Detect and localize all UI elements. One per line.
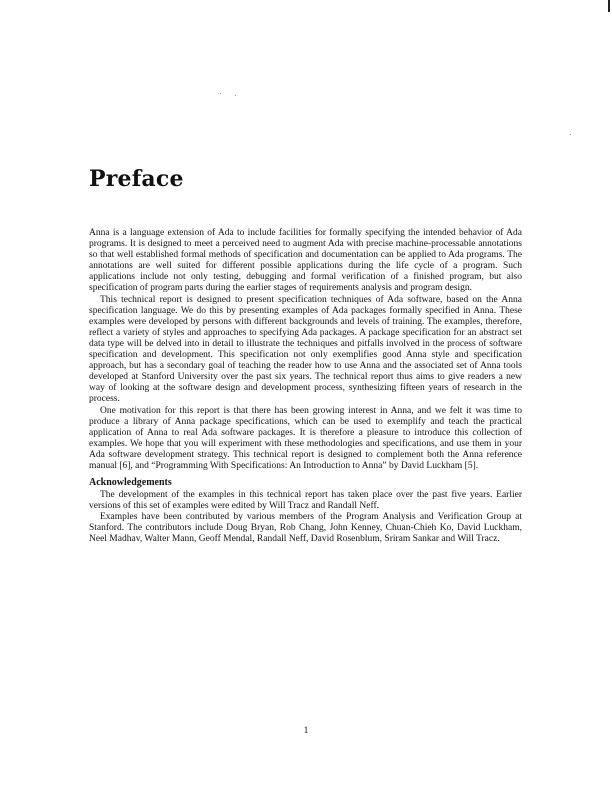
acknowledgements-paragraph: The development of the examples in this technical report has taken place over the past five years. Earlier versions of this set of examples were edited by Will Tracz and Randall Neff. bbox=[89, 490, 522, 512]
scan-speck bbox=[570, 134, 571, 135]
page-number: 1 bbox=[303, 726, 309, 736]
body-paragraph: This technical report is designed to present specification techniques of Ada software, based on the Anna specification language. We do this by presenting examples of Ada packages formally specified in Anna. These examples were developed by persons with different backgrounds and levels of training. The examples, therefore, reflect a variety of styles and approaches to specifying Ada packages. A package specification for an abstract set data type will be delved into in detail to illustrate the techniques and pitfalls involved in the process of software specification and development. This specification not only exemplifies good Anna style and specification approach, but has a secondary goal of teaching the reader how to use Anna and the associated set of Anna tools developed at Stanford University over the past six years. The technical report thus aims to give readers a new way of looking at the software design and development process, synthesizing fifteen years of research in the process. bbox=[89, 294, 522, 405]
scan-speck bbox=[235, 95, 236, 96]
page-edge-mark bbox=[608, 0, 610, 12]
document-body bbox=[89, 228, 522, 546]
acknowledgements-paragraph: Examples have been contributed by various members of the Program Analysis and Verification Group at Stanford. The contributors include Doug Bryan, Rob Chang, John Kenney, Chuan-Chieh Ko, David Luckham, Neel Madhav, Walter Mann, Geoff Mendal, Randall Neff, David Rosenblum, Sriram Sankar and Will Tracz. bbox=[89, 512, 522, 545]
scan-speck bbox=[220, 93, 221, 94]
body-paragraph: Anna is a language extension of Ada to include facilities for formally specifying the intended behavior of Ada programs. It is designed to meet a perceived need to augment Ada with precise machine-processable annotations so that well established formal methods of specification and documentation can be applied to Ada programs. The annotations are well suited for different possible applications during the life cycle of a program. Such applications include not only testing, debugging and formal verification of a finished program, but also specification of program parts during the earlier stages of requirements analysis and program design. bbox=[89, 228, 522, 294]
body-paragraph: One motivation for this report is that there has been growing interest in Anna, and we felt it was time to produce a library of Anna package specifications, which can be used to exemplify and teach the practical application of Anna to real Ada software packages. It is therefore a pleasure to introduce this collection of examples. We hope that you will experiment with these methodologies and specifications, and use them in your Ada software development strategy. This technical report is designed to complement both the Anna reference manual [6], and “Programming With Specifications: An Introduction to Anna” by David Luckham [5]. bbox=[89, 405, 522, 471]
page-title: Preface bbox=[89, 166, 184, 192]
acknowledgements-heading: Acknowledgements bbox=[89, 477, 172, 489]
